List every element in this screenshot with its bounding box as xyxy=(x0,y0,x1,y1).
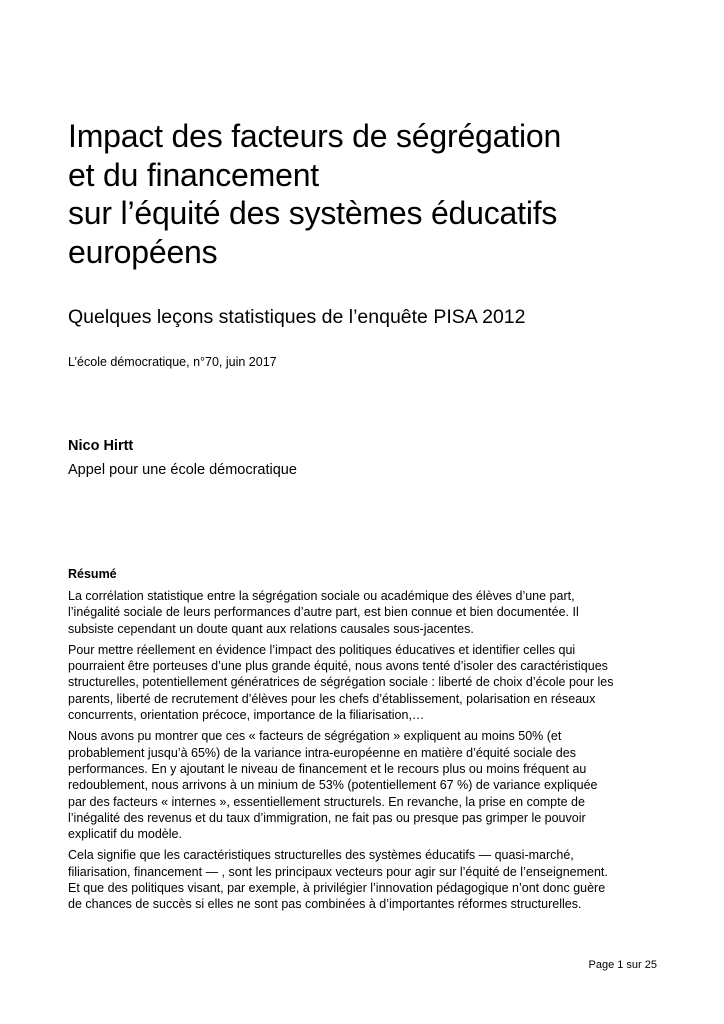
title-line: et du financement xyxy=(68,156,319,193)
abstract-heading: Résumé xyxy=(68,567,117,581)
abstract-paragraph xyxy=(68,588,668,637)
paragraph-line: de chances de succès si elles ne sont pas combinées à d’importantes réformes structurelles. xyxy=(68,897,582,912)
author-name: Nico Hirtt xyxy=(68,438,134,454)
paragraph-line: La corrélation statistique entre la ségrégation sociale ou académique des élèves d’une part, xyxy=(68,589,575,603)
paragraph-line: Nous avons pu montrer que ces « facteurs de ségrégation » expliquent au moins 50% (et xyxy=(68,729,562,744)
paragraph-line: Et que des politiques visant, par exemple, à privilégier l’innovation pédagogique n’ont donc guère xyxy=(68,881,606,896)
page-number: Page 1 sur 25 xyxy=(588,959,657,971)
abstract-section xyxy=(68,566,668,918)
publication-source: L’école démocratique, n°70, juin 2017 xyxy=(68,355,277,369)
paragraph-line: Pour mettre réellement en évidence l’impact des politiques éducatives et identifier celles qui xyxy=(68,642,576,657)
title-line: sur l’équité des systèmes éducatifs xyxy=(68,195,558,231)
paragraph-line: Cela signifie que les caractéristiques structurelles des systèmes éducatifs — quasi-marché, xyxy=(68,848,574,863)
paragraph-line: parents, liberté de recrutement d’élèves pour les chefs d’établissement, polarisation en réseaux xyxy=(68,691,596,706)
abstract-paragraph xyxy=(68,728,668,842)
paragraph-line: probablement jusqu’à 65%) de la variance intra-européenne en matière d’équité sociale des xyxy=(68,745,576,760)
abstract-paragraph xyxy=(68,847,668,912)
title-line: Impact des facteurs de ségrégation xyxy=(68,118,562,154)
paragraph-line: performances. En y ajoutant le niveau de financement et le recours plus ou moins fréquent au xyxy=(68,761,587,776)
paragraph-line: l’inégalité sociale de leurs performances d’autre part, est bien connue et bien documentée. Il xyxy=(68,605,579,620)
paragraph-line: redoublement, nous arrivons à un minium de 53% (potentiellement 67 %) de variance expliquée xyxy=(68,778,598,793)
paragraph-line: subsiste cependant un doute quant aux relations causales sous-jacentes. xyxy=(68,621,474,636)
paragraph-line: filiarisation, financement — , sont les principaux vecteurs pour agir sur l’équité de l’enseignement. xyxy=(68,864,608,879)
paragraph-line: par des facteurs « internes », essentiellement structurels. En revanche, la prise en compte de xyxy=(68,794,585,809)
document-title xyxy=(68,117,688,271)
paragraph-line: structurelles, potentiellement génératrices de ségrégation sociale : liberté de choix d’école pour les xyxy=(68,675,614,690)
title-line: européens xyxy=(68,233,218,270)
paragraph-line: l’inégalité des revenus et du taux d’immigration, ne fait pas ou presque pas grimper le pouvoir xyxy=(68,810,586,825)
paragraph-line: explicatif du modèle. xyxy=(68,827,182,842)
author-affiliation: Appel pour une école démocratique xyxy=(68,462,297,478)
abstract-paragraph xyxy=(68,642,668,723)
paragraph-line: pourraient être porteuses d’une plus grande équité, nous avons tenté d’isoler des caractéristiques xyxy=(68,659,608,674)
paragraph-line: concurrents, orientation précoce, importance de la filiarisation,… xyxy=(68,708,425,723)
document-subtitle: Quelques leçons statistiques de l’enquête PISA 2012 xyxy=(68,306,526,328)
